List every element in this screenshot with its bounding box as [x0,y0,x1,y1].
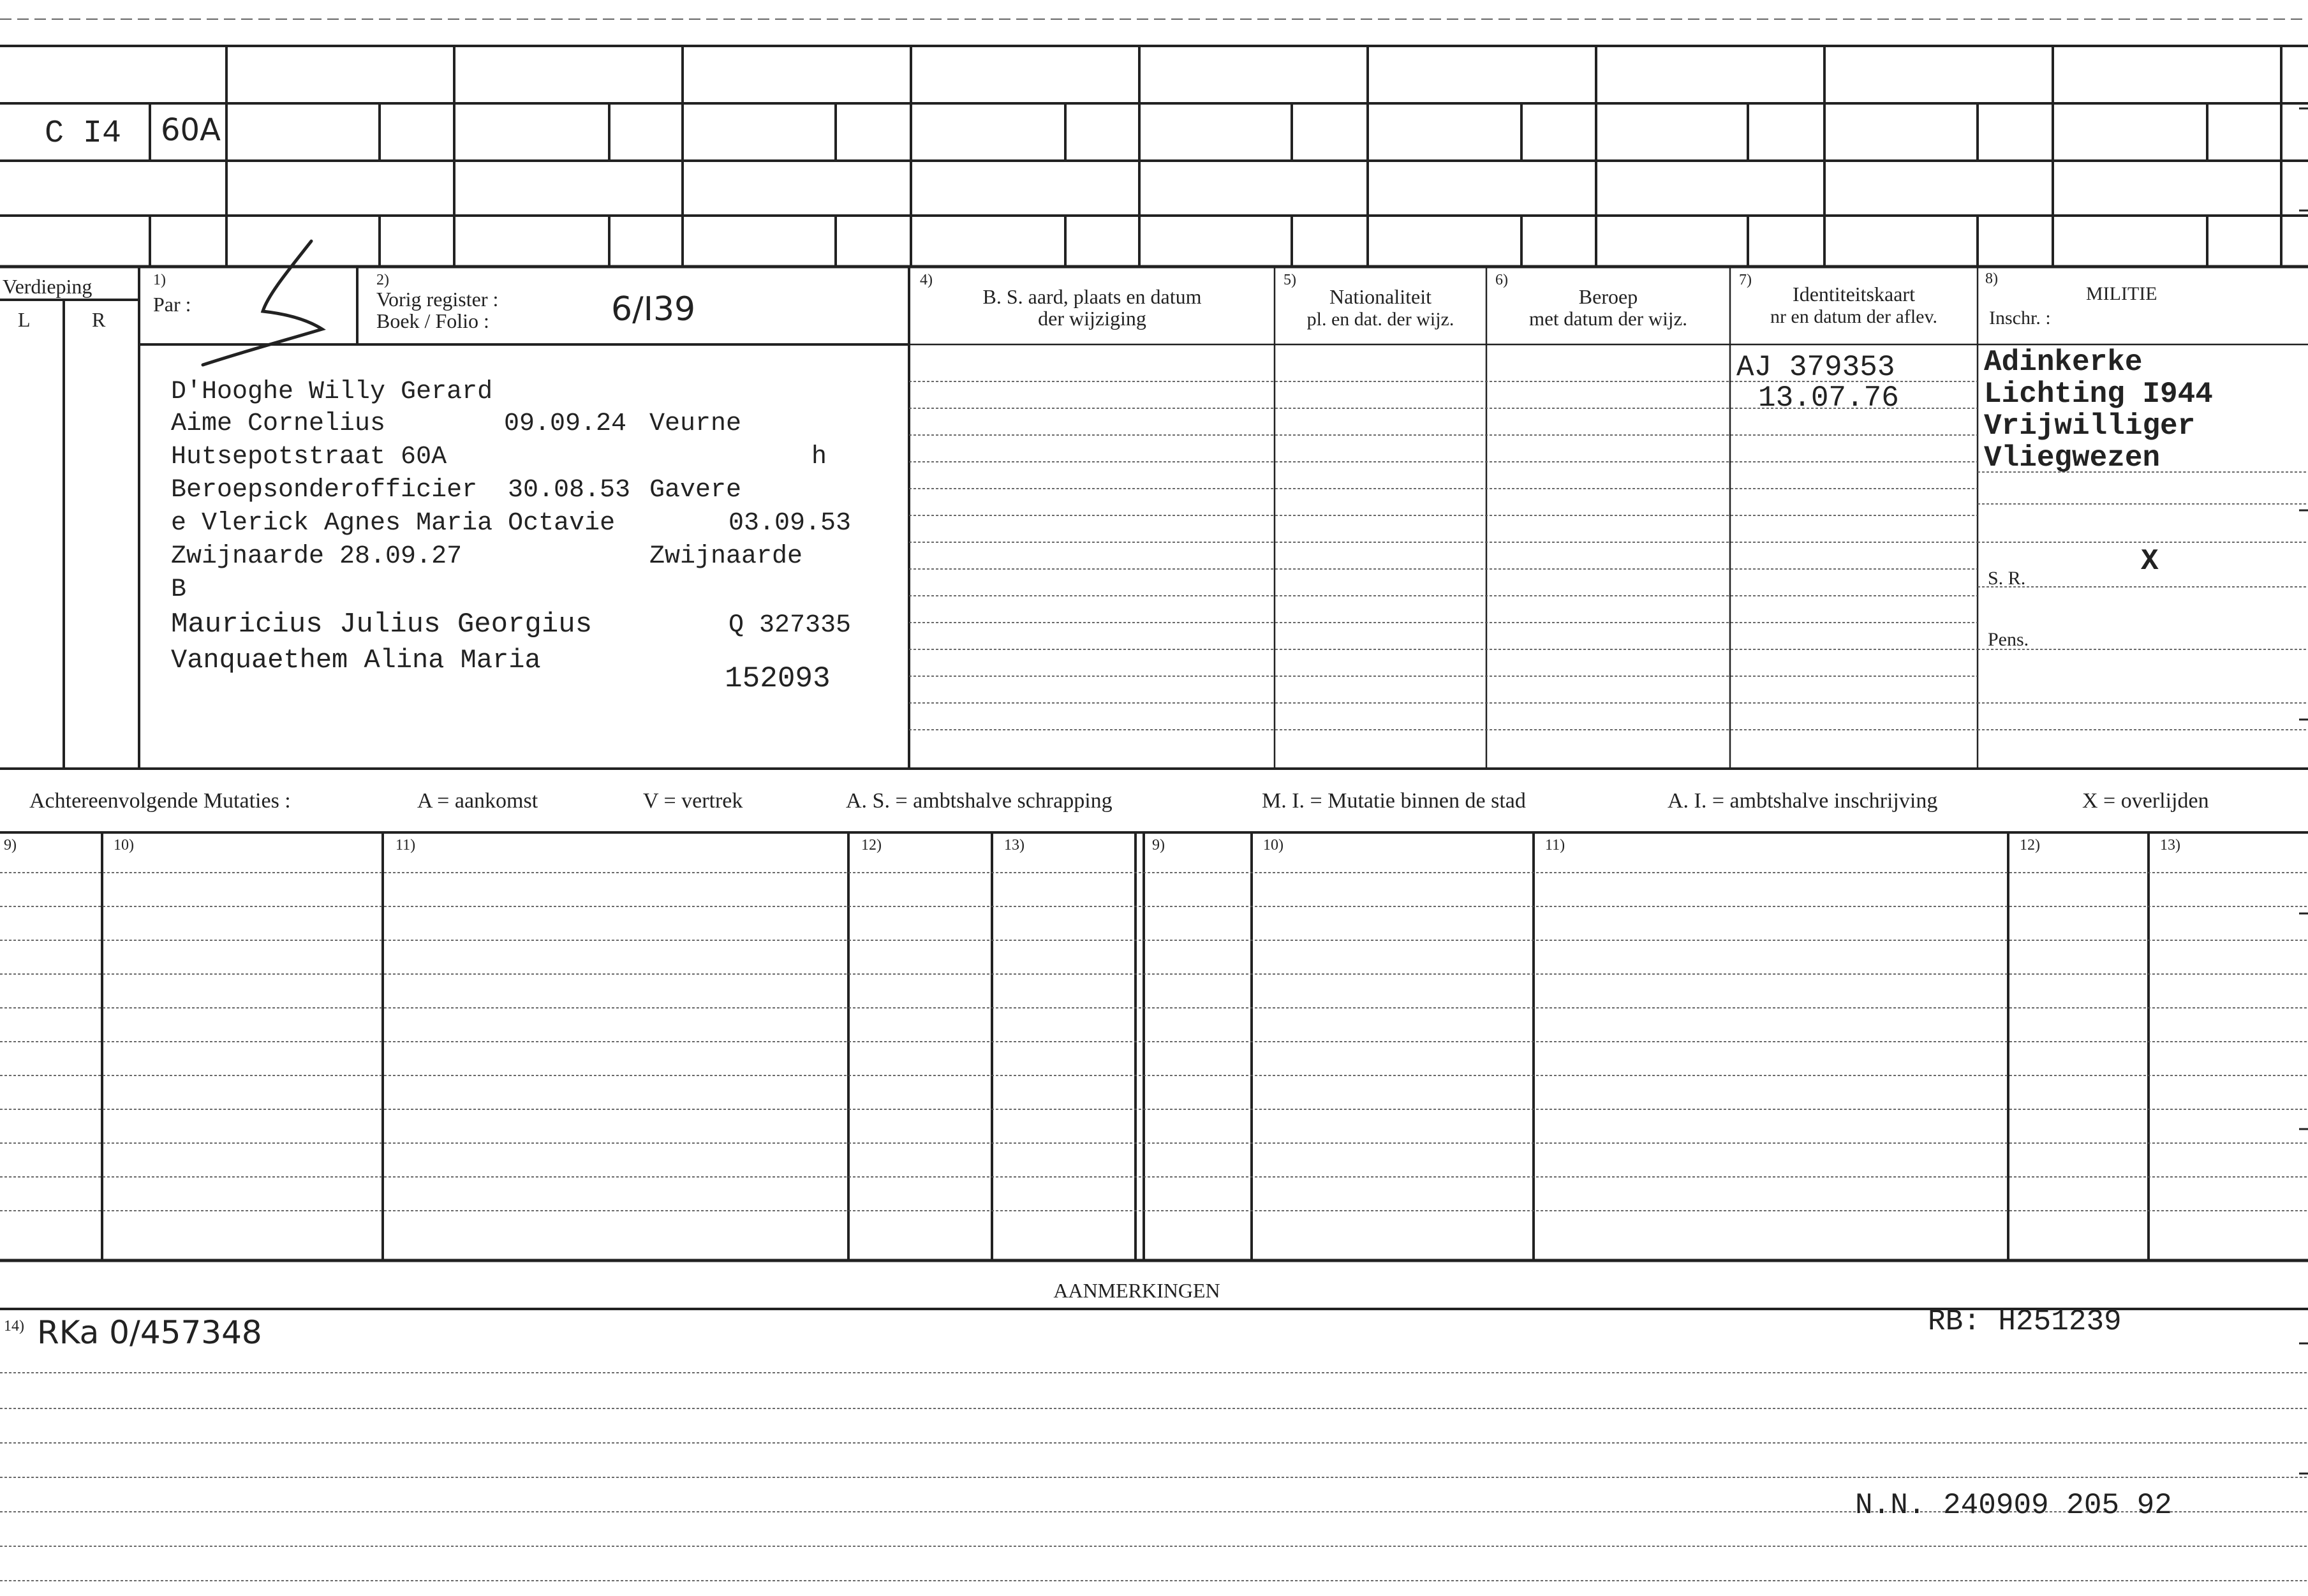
profession-date: 30.08.53 [508,476,631,505]
par-number: 1) [153,272,166,288]
militie-branch: Vliegwezen [1984,441,2161,475]
legend-overlijden: X = overlijden [2082,789,2209,813]
remarks-rb: RB: H251239 [1928,1305,2122,1338]
mut-col-13: 13) [1004,837,1025,853]
remarks-title: AANMERKINGEN [1053,1279,1220,1302]
nat-header-2: pl. en dat. der wijz. [1306,309,1454,330]
mutaties-title: Achtereenvolgende Mutaties : [29,789,291,813]
bs-header-2: der wijziging [1038,307,1146,330]
spouse-place: Zwijnaarde [649,542,803,571]
ber-number: 6) [1495,272,1508,288]
ber-header-1: Beroep [1578,285,1638,308]
legend-mutatie: M. I. = Mutatie binnen de stad [1262,789,1526,813]
house-number: 60A [161,112,221,148]
mut-col-11b: 11) [1545,837,1565,853]
ber-header-2: met datum der wijz. [1529,307,1687,330]
mut-col-13b: 13) [2160,837,2180,853]
address: Hutsepotstraat 60A [171,443,447,471]
remarks-rka: RKa 0/457348 [37,1314,262,1351]
id-number-label: 7) [1739,272,1752,288]
mut-col-9: 9) [4,837,17,853]
pens-label: Pens. [1988,629,2029,650]
left-label: L [18,308,31,331]
par-label: Par : [153,293,191,316]
father: Mauricius Julius Georgius [171,609,593,640]
spouse-date: 03.09.53 [729,509,852,538]
remarks-number: 14) [4,1318,24,1334]
militie-number: 8) [1985,270,1998,287]
birth-date: 09.09.24 [504,410,627,438]
prev-register-label: Vorig register : [376,288,499,311]
profession: Beroepsonderofficier [171,476,478,505]
spouse-birth: Zwijnaarde 28.09.27 [171,542,462,571]
father-code: Q 327335 [729,611,852,640]
mut-col-10b: 10) [1263,837,1283,853]
mut-col-9b: 9) [1152,837,1165,853]
birth-place: Veurne [649,410,742,438]
remarks-nn: N.N. 240909 205 92 [1855,1489,2172,1522]
person-given-names: Aime Cornelius [171,410,386,438]
profession-place: Gavere [649,476,742,505]
person-name: D'Hooghe Willy Gerard [171,378,493,406]
prev-book-value: 6/I39 [611,290,696,329]
mother-code: 152093 [725,662,831,695]
right-label: R [92,308,106,331]
id-card-date: 13.07.76 [1758,381,1899,415]
bs-number: 4) [920,272,933,288]
sex: h [811,443,827,471]
spouse: e Vlerick Agnes Maria Octavie [171,509,616,538]
militie-header: MILITIE [2086,283,2157,304]
mut-col-11: 11) [396,837,416,853]
mut-col-12: 12) [861,837,882,853]
legend-aankomst: A = aankomst [417,789,538,813]
legend-schrapping: A. S. = ambtshalve schrapping [846,789,1113,813]
id-header-2: nr en datum der aflev. [1770,306,1938,327]
mut-col-12b: 12) [2020,837,2040,853]
block-code: C I4 [45,115,122,152]
legend-inschrijving: A. I. = ambtshalve inschrijving [1668,789,1938,813]
id-card-number: AJ 379353 [1736,351,1895,384]
militie-lichting: Lichting I944 [1984,378,2213,411]
militie-place: Adinkerke [1984,346,2143,379]
inschr-label: Inschr. : [1989,307,2051,329]
nat-header-1: Nationaliteit [1329,285,1431,308]
mother: Vanquaethem Alina Maria [171,645,541,676]
nat-number: 5) [1283,272,1296,288]
bs-header-1: B. S. aard, plaats en datum [982,285,1202,308]
prev-number: 2) [376,272,389,288]
mut-col-10: 10) [114,837,134,853]
militie-status: Vrijwilliger [1984,410,2196,443]
legend-vertrek: V = vertrek [643,789,743,813]
verdieping-label: Verdieping [3,275,92,298]
id-header-1: Identiteitskaart [1793,283,1915,306]
sr-value: X [2141,545,2159,578]
prev-book-label: Boek / Folio : [376,309,489,332]
sr-label: S. R. [1988,568,2026,589]
nationality: B [171,575,187,604]
